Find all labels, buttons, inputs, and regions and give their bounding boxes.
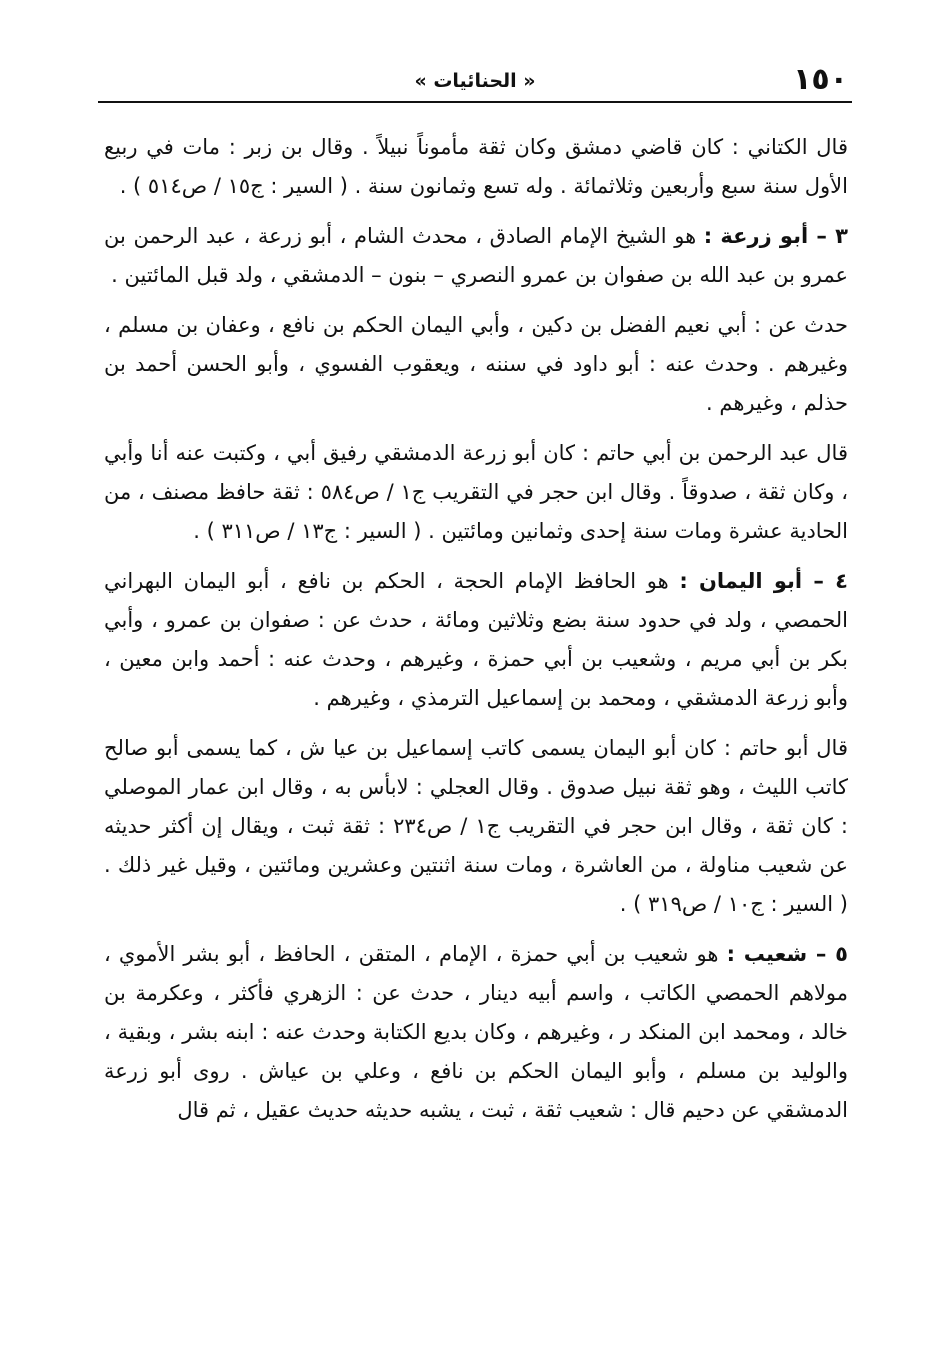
paragraph-abu-al-yaman-bio <box>104 562 848 718</box>
paragraph-abu-al-yaman-grading <box>104 729 848 924</box>
running-title: « الحنائيات » <box>414 70 536 92</box>
page-header <box>98 60 852 100</box>
paragraph-text: هو الشيخ الإمام الصادق ، محدث الشام ، أبو زرعة ، عبد الرحمن بن عمرو بن عبد الله بن صفوان بن عمرو النصري – بنون – الدمشقي ، ولد قبل المائتين . <box>104 224 848 287</box>
paragraph-abu-zura-bio <box>104 217 848 295</box>
paragraph-text: هو شعيب بن أبي حمزة ، الإمام ، المتقن ، الحافظ ، أبو بشر الأموي ، مولاهم الحمصي الكاتب ، واسم أبيه دينار ، حدث عن : الزهري فأكثر ، وعكرمة بن خالد ، ومحمد ابن المنكد ر ، وغيرهم ، وكان بديع الكتابة وحدث عنه : ابنه بشر ، وبقية ، والوليد بن مسلم ، وأبو اليمان الحكم بن نافع ، وعلي بن عياش . روى أبو زرعة الدمشقي عن دحيم قال : شعيب ثقة ، ثبت ، يشبه حديثه حديث عقيل ، ثم قال <box>104 942 848 1122</box>
bio-heading: ٤ – أبو اليمان : <box>679 569 848 593</box>
bio-heading: ٥ – شعيب : <box>726 942 848 966</box>
bio-heading: ٣ – أبو زرعة : <box>703 224 848 248</box>
page-body <box>104 128 848 1141</box>
paragraph-text: قال أبو حاتم : كان أبو اليمان يسمى كاتب إسماعيل بن عيا ش ، كما يسمى أبو صالح كاتب الليث ، وهو ثقة نبيل صدوق . وقال العجلي : لابأس به ، وقال ابن عمار الموصلي : كان ثقة ، وقال ابن حجر في التقريب ج١ / ص٢٣٤ : ثقة ثبت ، ويقال إن أكثر حديثه عن شعيب مناولة ، من العاشرة ، ومات سنة اثنتين وعشرين ومائتين ، وقيل غير ذلك . ( السير : ج١٠ / ص٣١٩ ) . <box>104 736 848 916</box>
header-rule <box>98 101 852 103</box>
paragraph-text: قال عبد الرحمن بن أبي حاتم : كان أبو زرعة الدمشقي رفيق أبي ، وكتبت عنه أنا وأبي ، وكان ثقة ، صدوقاً . وقال ابن حجر في التقريب ج١ / ص٥٨٤ : ثقة حافظ مصنف ، من الحادية عشرة ومات سنة إحدى وثمانين ومائتين . ( السير : ج١٣ / ص٣١١ ) . <box>104 441 848 543</box>
page-number: ١٥٠ <box>793 62 848 97</box>
paragraph-abu-zura-narrators <box>104 306 848 423</box>
paragraph-text: قال الكتاني : كان قاضي دمشق وكان ثقة مأموناً نبيلاً . وقال بن زبر : مات في ربيع الأول سنة سبع وأربعين وثلاثمائة . وله تسع وثمانون سنة . ( السير : ج١٥ / ص٥١٤ ) . <box>104 135 848 198</box>
paragraph-text: حدث عن : أبي نعيم الفضل بن دكين ، وأبي اليمان الحكم بن نافع ، وعفان بن مسلم ، وغيرهم . وحدث عنه : أبو داود في سننه ، ويعقوب الفسوي ، وأبو الحسن أحمد بن حذلم ، وغيرهم . <box>104 313 848 415</box>
paragraph-shuayb-bio <box>104 935 848 1130</box>
paragraph-text: هو الحافظ الإمام الحجة ، الحكم بن نافع ، أبو اليمان البهراني الحمصي ، ولد في حدود سنة بضع وثلاثين ومائة ، حدث عن : صفوان بن عمرو ، وأبي بكر بن أبي مريم ، وشعيب بن أبي حمزة ، وغيرهم ، وحدث عنه : أحمد وابن معين ، وأبو زرعة الدمشقي ، ومحمد بن إسماعيل الترمذي ، وغيرهم . <box>104 569 848 710</box>
paragraph-abu-zura-grading <box>104 434 848 551</box>
paragraph-kattani-quote <box>104 128 848 206</box>
